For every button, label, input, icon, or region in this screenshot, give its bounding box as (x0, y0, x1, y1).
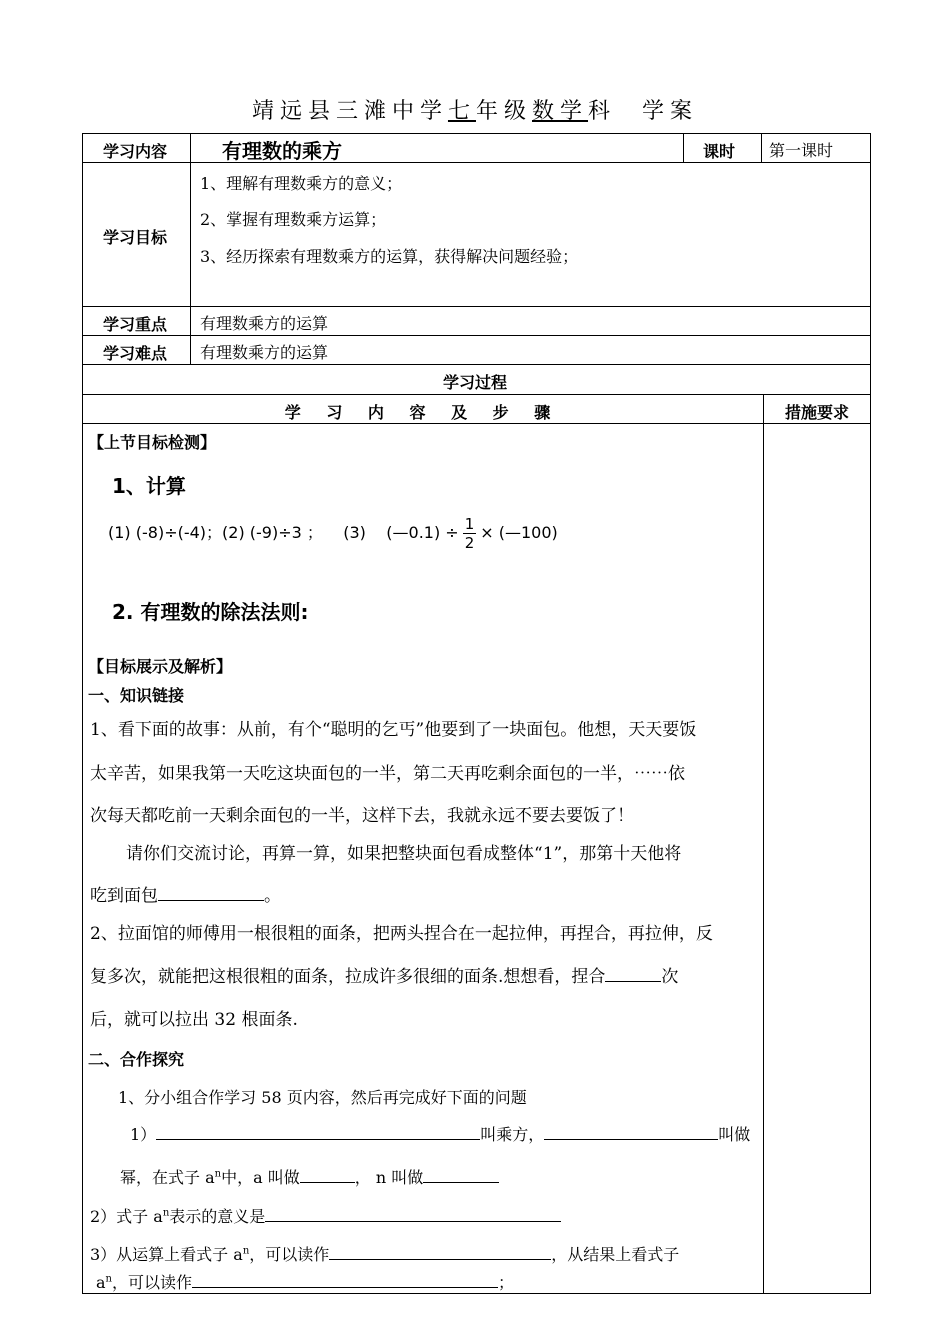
subject-suffix: 科 (588, 99, 617, 124)
exponent-n: n (105, 1273, 112, 1285)
period-value: 第一课时 (769, 141, 834, 160)
noodle-text: 复多次，就能把这根很粗的面条，拉成许多很细的面条.想想看，捏合 (90, 967, 606, 987)
answer-blank[interactable] (158, 884, 264, 901)
goals-label: 学习目标 (103, 228, 168, 247)
row-divider (82, 423, 871, 424)
q1-text: 叫乘方， (480, 1125, 545, 1144)
exponent-n: n (214, 1168, 222, 1180)
page-title (0, 94, 950, 125)
q1-cont-text: 中，a 叫做 (221, 1168, 300, 1187)
answer-blank[interactable] (156, 1123, 480, 1140)
inquiry-intro: 1、分小组合作学习 58 页内容，然后再完成好下面的问题 (118, 1088, 527, 1107)
calc-title: 1、计算 (112, 474, 186, 498)
exponent-n: n (242, 1245, 250, 1257)
row-divider (82, 364, 871, 365)
calc-problem-3-right: × (—100) (480, 523, 558, 542)
section-knowledge-link: 一、知识链接 (88, 686, 185, 705)
q3-cont-text: ，可以读作 (112, 1273, 193, 1292)
q2-text: 2）式子 a (90, 1207, 163, 1226)
discussion-end: 。 (264, 886, 281, 906)
noodle-line (90, 958, 678, 996)
section-cooperative-inquiry: 二、合作探究 (88, 1050, 185, 1069)
noodle-line: 2、拉面馆的师傅用一根很粗的面条，把两头捏合在一起拉伸，再捏合，再拉伸，反 (90, 924, 713, 944)
q1-number: 1） (130, 1125, 157, 1144)
answer-blank[interactable] (544, 1123, 718, 1140)
answer-blank[interactable] (192, 1271, 498, 1288)
exponent-n: n (162, 1207, 170, 1219)
answer-blank[interactable] (423, 1166, 499, 1183)
calc-problem-3-label: (3) (343, 523, 366, 542)
key-point-value: 有理数乘方的运算 (200, 314, 329, 333)
goal-item: 1、理解有理数乘方的意义； (200, 174, 403, 193)
col-divider (190, 133, 191, 364)
row-divider (82, 162, 871, 163)
fraction (463, 515, 477, 552)
period-label: 课时 (703, 142, 736, 161)
goal-item: 2、掌握有理数乘方运算； (200, 210, 387, 229)
noodle-text-end: 次 (661, 967, 679, 987)
calc-problem-1-2: (1) (-8)÷(-4)；(2) (-9)÷3 ； (108, 523, 323, 542)
q1-text-end: 叫做 (718, 1125, 751, 1144)
review-heading: 【上节目标检测】 (88, 433, 217, 452)
fraction-denominator: 2 (464, 534, 475, 552)
doc-type: 学案 (642, 99, 699, 124)
row-divider (82, 306, 871, 307)
q2-text: 表示的意义是 (169, 1207, 266, 1226)
noodle-line: 后，就可以拉出 32 根面条. (90, 1010, 298, 1030)
subject: 数学 (532, 99, 589, 124)
q3-text: 3）从运算上看式子 a (90, 1245, 243, 1264)
answer-blank[interactable] (265, 1205, 561, 1222)
q3-cont-end: ； (498, 1273, 515, 1292)
difficulty-label: 学习难点 (103, 344, 168, 363)
discussion-text: 吃到面包 (90, 886, 158, 906)
difficulty-value: 有理数乘方的运算 (200, 343, 329, 362)
answer-blank[interactable] (329, 1243, 551, 1260)
col-divider (763, 394, 764, 1294)
grade: 七 (447, 99, 476, 124)
inquiry-q1 (130, 1122, 750, 1145)
inquiry-q3-cont (96, 1270, 514, 1293)
key-point-label: 学习重点 (103, 315, 168, 334)
q3-text: ，可以读作 (249, 1245, 330, 1264)
q3-cont-text: a (96, 1273, 106, 1292)
col-divider (761, 133, 762, 162)
inquiry-q1-cont (120, 1165, 499, 1188)
calc-problem-3-left: (—0.1) ÷ (386, 523, 459, 542)
goal-item: 3、经历探索有理数乘方的运算，获得解决问题经验； (200, 247, 579, 266)
content-label: 学习内容 (103, 142, 168, 161)
school-name: 靖远县三滩中学 (251, 99, 448, 124)
discussion-line (90, 877, 281, 915)
inquiry-q2 (90, 1204, 561, 1227)
q1-cont-text: 幂，在式子 a (120, 1168, 215, 1187)
fraction-numerator: 1 (464, 515, 475, 533)
requirements-column-header: 措施要求 (784, 403, 849, 422)
story-line: 1、看下面的故事：从前，有个“聪明的乞丐”他要到了一块面包。他想，天天要饭 (90, 720, 697, 740)
division-rule-question: 2. 有理数的除法法则: (112, 600, 309, 624)
row-divider (82, 335, 871, 336)
story-line: 次每天都吃前一天剩余面包的一半，这样下去，我就永远不要去要饭了！ (90, 806, 634, 826)
q3-text: ，从结果上看式子 (551, 1245, 680, 1264)
story-line: 太辛苦，如果我第一天吃这块面包的一半，第二天再吃剩余面包的一半，⋯⋯依 (90, 764, 685, 784)
answer-blank[interactable] (300, 1166, 355, 1183)
row-divider (82, 394, 871, 395)
q1-cont-text: ， n 叫做 (354, 1168, 424, 1187)
steps-column-header: 学 习 内 容 及 步 骤 (284, 403, 561, 422)
process-title: 学习过程 (442, 373, 507, 392)
calc-problems (108, 515, 558, 552)
target-heading: 【目标展示及解析】 (88, 657, 233, 676)
answer-blank[interactable] (605, 965, 661, 982)
grade-suffix: 年级 (475, 99, 532, 124)
inquiry-q3 (90, 1242, 679, 1265)
discussion-line: 请你们交流讨论，再算一算，如果把整块面包看成整体“1”，那第十天他将 (126, 844, 682, 864)
col-divider (683, 133, 684, 162)
lesson-topic: 有理数的乘方 (222, 139, 342, 163)
